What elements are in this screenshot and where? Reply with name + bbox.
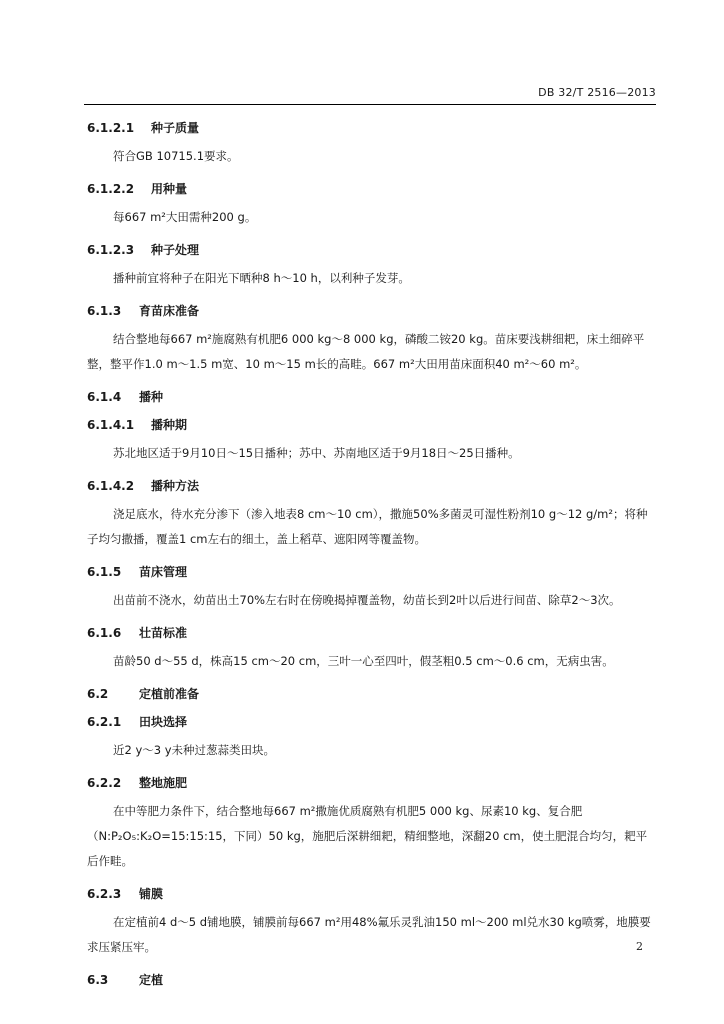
section bbox=[87, 242, 657, 303]
section-heading bbox=[87, 417, 657, 433]
section bbox=[87, 303, 657, 389]
section-number: 6.1.2.2 bbox=[87, 182, 135, 196]
section bbox=[87, 886, 657, 972]
section-body: 苗龄50 d～55 d，株高15 cm～20 cm，三叶一心至四叶，假茎粗0.5 cm～0.6 cm，无病虫害。 bbox=[113, 654, 614, 668]
section-number: 6.2.2 bbox=[87, 776, 122, 790]
section-heading bbox=[87, 478, 657, 494]
section bbox=[87, 625, 657, 686]
section-number: 6.1.4 bbox=[87, 390, 122, 404]
section-body: 苏北地区适于9月10日～15日播种；苏中、苏南地区适于9月18日～25日播种。 bbox=[113, 446, 520, 460]
section bbox=[87, 389, 657, 417]
header-rule bbox=[84, 104, 656, 105]
page-number: 2 bbox=[636, 940, 643, 953]
standard-number: DB 32/T 2516—2013 bbox=[538, 86, 656, 99]
section-heading bbox=[87, 564, 657, 580]
section-number: 6.2.1 bbox=[87, 715, 122, 729]
section-title: 播种 bbox=[139, 390, 164, 404]
section-title: 铺膜 bbox=[139, 887, 164, 901]
section-number: 6.1.2.1 bbox=[87, 121, 135, 135]
section-title: 种子质量 bbox=[151, 121, 200, 135]
section-title: 种子处理 bbox=[151, 243, 200, 257]
section-body: 出苗前不浇水，幼苗出土70%左右时在傍晚揭掉覆盖物，幼苗长到2叶以后进行间苗、除草2～3次。 bbox=[113, 593, 621, 607]
section-heading bbox=[87, 625, 657, 641]
section-title: 田块选择 bbox=[139, 715, 188, 729]
section-number: 6.2 bbox=[87, 687, 109, 701]
section-number: 6.1.2.3 bbox=[87, 243, 135, 257]
section-body: 结合整地每667 m²施腐熟有机肥6 000 kg～8 000 kg，磷酸二铵20 kg。苗床要浅耕细耙，床土细碎平整，整平作1.0 m～1.5 m宽、10 m～15 m长的高畦。667 m²大田用苗床面积40 m²～60 m²。 bbox=[87, 332, 645, 371]
section-title: 播种期 bbox=[151, 418, 188, 432]
section-title: 定植 bbox=[139, 973, 164, 987]
section bbox=[87, 181, 657, 242]
section-heading bbox=[87, 886, 657, 902]
section-title: 育苗床准备 bbox=[139, 304, 200, 318]
section-body: 每667 m²大田需种200 g。 bbox=[113, 210, 257, 224]
section-title: 壮苗标准 bbox=[139, 626, 188, 640]
section-title: 整地施肥 bbox=[139, 776, 188, 790]
document-body bbox=[87, 120, 657, 1000]
section-heading bbox=[87, 242, 657, 258]
section-number: 6.1.3 bbox=[87, 304, 122, 318]
section-heading bbox=[87, 686, 657, 702]
section bbox=[87, 972, 657, 1000]
section-heading bbox=[87, 775, 657, 791]
section bbox=[87, 775, 657, 886]
section-body: 播种前宜将种子在阳光下晒种8 h～10 h，以利种子发芽。 bbox=[113, 271, 410, 285]
section-number: 6.1.6 bbox=[87, 626, 122, 640]
section-body: 符合GB 10715.1要求。 bbox=[113, 149, 239, 163]
section bbox=[87, 564, 657, 625]
section bbox=[87, 714, 657, 775]
section-number: 6.1.5 bbox=[87, 565, 122, 579]
section bbox=[87, 478, 657, 564]
section-body: 在中等肥力条件下，结合整地每667 m²撒施优质腐熟有机肥5 000 kg、尿素10 kg、复合肥（N:P₂O₅:K₂O=15:15:15，下同）50 kg，施肥后深耕细耙，精细整地，深翻20 cm，使土肥混合均匀，耙平后作畦。 bbox=[87, 804, 648, 868]
section-body: 浇足底水，待水充分渗下（渗入地表8 cm～10 cm），撒施50%多菌灵可湿性粉剂10 g～12 g/m²；将种子均匀撒播，覆盖1 cm左右的细土，盖上稻草、遮阳网等覆盖物。 bbox=[87, 507, 648, 546]
section-title: 苗床管理 bbox=[139, 565, 188, 579]
section-body: 在定植前4 d～5 d铺地膜，铺膜前每667 m²用48%氟乐灵乳油150 ml～200 ml兑水30 kg喷雾，地膜要求压紧压牢。 bbox=[87, 915, 651, 954]
section-number: 6.1.4.1 bbox=[87, 418, 135, 432]
section-title: 播种方法 bbox=[151, 479, 200, 493]
section-heading bbox=[87, 181, 657, 197]
section-heading bbox=[87, 972, 657, 988]
section bbox=[87, 417, 657, 478]
section bbox=[87, 120, 657, 181]
section bbox=[87, 686, 657, 714]
section-number: 6.1.4.2 bbox=[87, 479, 135, 493]
section-heading bbox=[87, 120, 657, 136]
section-body: 近2 y～3 y未种过葱蒜类田块。 bbox=[113, 743, 276, 757]
section-number: 6.2.3 bbox=[87, 887, 122, 901]
section-number: 6.3 bbox=[87, 973, 109, 987]
section-title: 定植前准备 bbox=[139, 687, 200, 701]
section-heading bbox=[87, 389, 657, 405]
section-title: 用种量 bbox=[151, 182, 188, 196]
section-heading bbox=[87, 714, 657, 730]
section-heading bbox=[87, 303, 657, 319]
